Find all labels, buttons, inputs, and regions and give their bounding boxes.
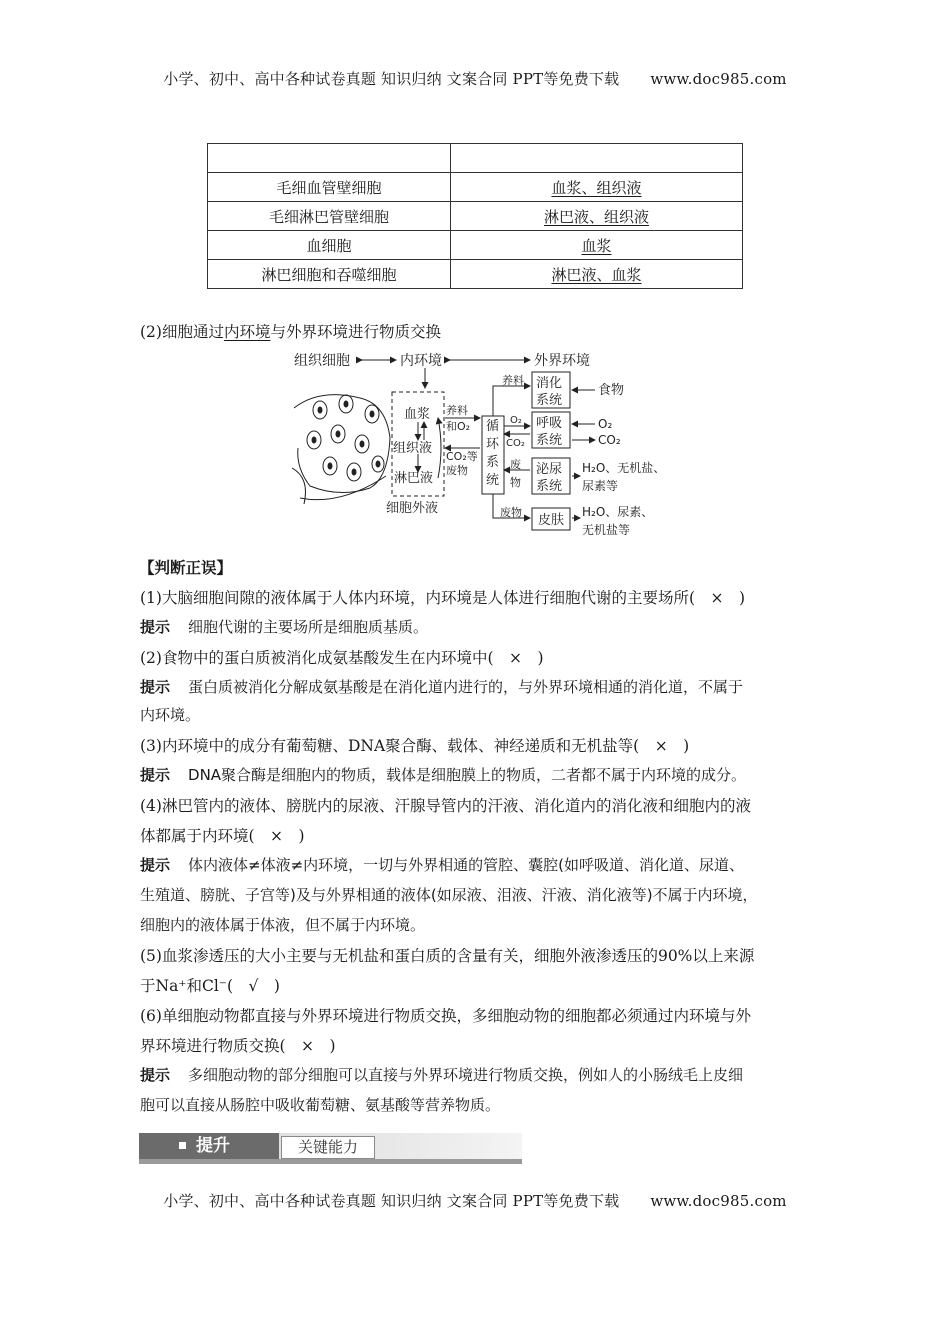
hint-6-cont: 胞可以直接从肠腔中吸收葡萄糖、氨基酸等营养物质。 <box>140 1096 501 1114</box>
page-header <box>0 68 950 89</box>
label-co2-waste-1: CO₂等 <box>446 450 478 463</box>
hint-6: 提示 多细胞动物的部分细胞可以直接与外界环境进行物质交换，例如人的小肠绒毛上皮细 <box>140 1066 744 1084</box>
hint-4-cont-1: 生殖道、膀胱、子宫等)及与外界相通的液体(如尿液、泪液、汗液、消化液等)不属于内环境， <box>140 886 758 904</box>
label-waste2: 废物 <box>500 506 522 519</box>
question-1: (1)大脑细胞间隙的液体属于人体内环境，内环境是人体进行细胞代谢的主要场所( × ) <box>140 589 746 607</box>
question-3: (3)内环境中的成分有葡萄糖、DNA聚合酶、载体、神经递质和无机盐等( × ) <box>140 737 690 755</box>
hint-4: 提示 体内液体≠体液≠内环境，一切与外界相通的管腔、囊腔(如呼吸道、消化道、尿道、 <box>140 856 745 874</box>
environment: 淋巴液、血浆 <box>551 265 642 284</box>
label-skin-out-1: H₂O、尿素、 <box>582 505 654 519</box>
footer-text: 小学、初中、高中各种试卷真题 知识归纳 文案合同 PPT等免费下载 <box>163 1192 620 1210</box>
hint-2-cont: 内环境。 <box>140 706 201 724</box>
environment: 血浆、组织液 <box>551 178 642 197</box>
label-o2-out: O₂ <box>598 417 613 431</box>
label-food: 食物 <box>598 383 625 398</box>
environment: 淋巴液、组织液 <box>543 207 649 226</box>
section-2-title: (2)细胞通过内环境与外界环境进行物质交换 <box>140 323 441 341</box>
label-waste-b: 物 <box>510 476 521 489</box>
banner-left: 提升 <box>139 1133 279 1159</box>
hint-2: 提示 蛋白质被消化分解成氨基酸是在消化道内进行的，与外界环境相通的消化道，不属于 <box>140 678 744 696</box>
label-urinary-2: 系统 <box>536 479 563 494</box>
cell-type: 淋巴细胞和吞噬细胞 <box>208 260 451 289</box>
label-skin: 皮肤 <box>538 513 565 528</box>
environment: 血浆 <box>581 236 612 255</box>
label-o2: O₂ <box>510 415 522 426</box>
label-urine-out-1: H₂O、无机盐、 <box>582 461 666 475</box>
question-4: (4)淋巴管内的液体、膀胱内的尿液、汗腺导管内的汗液、消化道内的消化液和细胞内的液 <box>140 797 751 815</box>
hint-4-cont-2: 细胞内的液体属于体液，但不属于内环境。 <box>140 916 426 934</box>
hint-1: 提示 细胞代谢的主要场所是细胞质基质。 <box>140 618 429 636</box>
label-circ-1: 循 <box>486 419 500 434</box>
banner-right: 关键能力 <box>281 1136 375 1159</box>
question-5-cont: 于Na⁺和Cl⁻( √ ) <box>140 977 280 995</box>
cell-type: 毛细血管壁细胞 <box>208 173 451 202</box>
table-row <box>208 173 743 202</box>
label-outer-env: 外界环境 <box>534 353 590 369</box>
label-plasma: 血浆 <box>404 407 431 422</box>
label-ecf: 细胞外液 <box>386 501 439 516</box>
hint-3: 提示 DNA聚合酶是细胞内的物质，载体是细胞膜上的物质，二者都不属于内环境的成分。 <box>140 766 747 784</box>
page-footer <box>0 1190 950 1211</box>
section-banner <box>139 1133 522 1164</box>
cell-type: 血细胞 <box>208 231 451 260</box>
label-co2-out: CO₂ <box>598 433 621 447</box>
label-co2-waste-2: 废物 <box>446 464 468 477</box>
label-urinary-1: 泌尿 <box>536 462 563 477</box>
question-2: (2)食物中的蛋白质被消化成氨基酸发生在内环境中( × ) <box>140 649 544 667</box>
label-skin-out-2: 无机盐等 <box>582 523 631 537</box>
question-6-cont: 界环境进行物质交换( × ) <box>140 1037 336 1055</box>
tissue-cells-illustration <box>292 395 390 504</box>
cell-environment-table <box>207 143 743 289</box>
label-nutrients-o2-1: 养料 <box>446 404 468 417</box>
material-exchange-diagram <box>290 348 670 548</box>
judge-heading: 【判断正误】 <box>139 559 233 577</box>
label-circ-2: 环 <box>486 437 500 452</box>
label-urine-out-2: 尿素等 <box>582 479 619 493</box>
label-digestive-2: 系统 <box>536 393 563 408</box>
question-6: (6)单细胞动物都直接与外界环境进行物质交换，多细胞动物的细胞都必须通过内环境与外 <box>140 1007 751 1025</box>
label-waste-a: 废 <box>510 458 521 471</box>
label-nutrients-o2-2: 和O₂ <box>446 420 471 433</box>
cell-type: 毛细淋巴管壁细胞 <box>208 202 451 231</box>
header-site: www.doc985.com <box>650 70 787 88</box>
label-digestive-1: 消化 <box>536 376 563 391</box>
table-header-row <box>208 144 743 173</box>
label-co2: CO₂ <box>506 438 525 449</box>
label-tissue-cell: 组织细胞 <box>294 353 350 369</box>
table-row <box>208 202 743 231</box>
label-respiratory-1: 呼吸 <box>536 416 563 431</box>
label-lymph: 淋巴液 <box>394 471 434 486</box>
table-row <box>208 231 743 260</box>
label-respiratory-2: 系统 <box>536 433 563 448</box>
header-text: 小学、初中、高中各种试卷真题 知识归纳 文案合同 PPT等免费下载 <box>163 70 620 88</box>
footer-site: www.doc985.com <box>650 1192 787 1210</box>
label-circ-4: 统 <box>486 473 500 488</box>
label-inner-env: 内环境 <box>400 353 442 369</box>
question-4-cont: 体都属于内环境( × ) <box>140 827 305 845</box>
question-5: (5)血浆渗透压的大小主要与无机盐和蛋白质的含量有关，细胞外液渗透压的90%以上来源 <box>140 947 755 965</box>
label-tissue-fluid: 组织液 <box>393 441 433 456</box>
label-circ-3: 系 <box>486 455 500 470</box>
label-nutrients: 养料 <box>502 374 524 387</box>
table-row <box>208 260 743 289</box>
